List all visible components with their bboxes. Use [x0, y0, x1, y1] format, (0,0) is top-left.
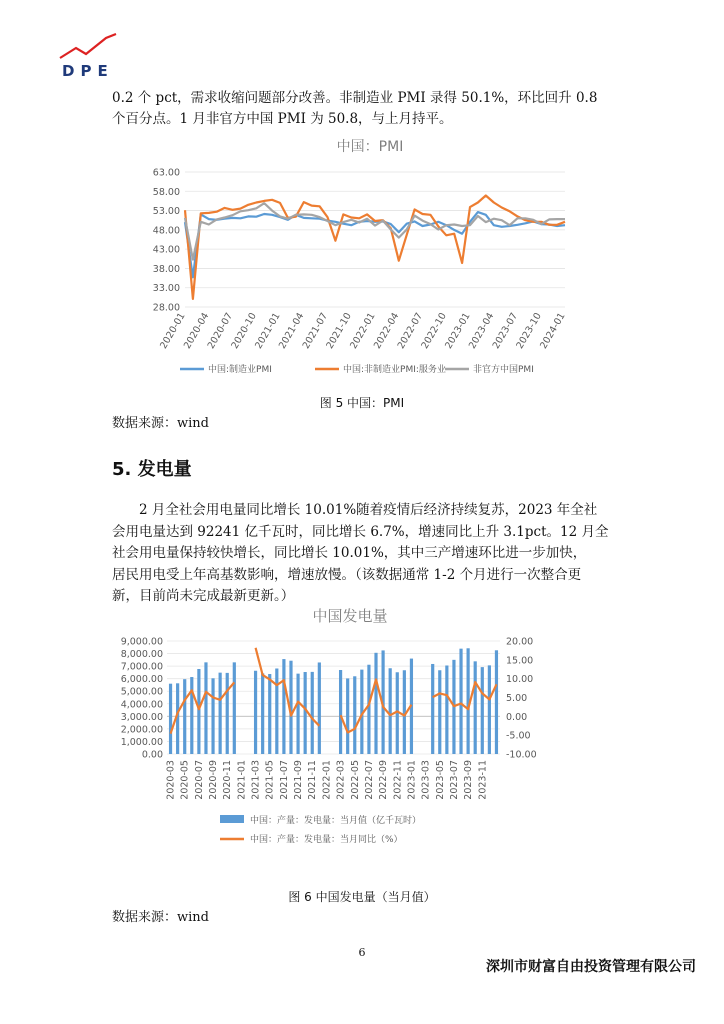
power-x-tick-label: 2023-01 [406, 760, 418, 800]
power-chart [112, 628, 612, 858]
pmi-x-tick-label: 2022-01 [348, 311, 378, 351]
power-y1-tick-label: 6,000.00 [120, 674, 163, 686]
power-bar [495, 650, 498, 754]
pmi-x-tick-label: 2023-04 [466, 311, 497, 351]
body-line: 社会用电量保持较快增长，同比增长 10.01%，其中三产增速环比进一步加快， [112, 545, 587, 561]
page-number: 6 [358, 946, 366, 959]
power-bar [268, 674, 271, 754]
power-x-tick-label: 2023-03 [420, 760, 432, 800]
section-heading: 5. 发电量 [112, 459, 192, 480]
body-line: 会用电量达到 92241 亿千瓦时，同比增长 6.7%，增速同比上升 3.1pct。12 月全 [112, 523, 609, 540]
power-bar [304, 672, 307, 754]
pmi-legend-label: 非官方中国PMI [473, 365, 534, 375]
power-bar [190, 677, 193, 754]
power-bar [233, 662, 236, 754]
pmi-x-tick-label: 2020-10 [229, 311, 259, 351]
power-y2-tick-label: 20.00 [506, 636, 534, 648]
power-x-tick-label: 2020-07 [193, 760, 205, 800]
body-line: 2 月全社会用电量同比增长 10.01%随着疫情后经济持续复苏，2023 年全社 [139, 502, 598, 518]
pmi-x-tick-label: 2021-01 [253, 311, 283, 351]
power-bar [318, 662, 321, 754]
power-x-tick-label: 2022-09 [378, 760, 390, 800]
power-x-tick-label: 2021-05 [264, 760, 276, 800]
power-bar [339, 670, 342, 754]
power-y1-tick-label: 9,000.00 [120, 636, 163, 648]
power-x-tick-label: 2022-03 [335, 760, 347, 800]
pmi-y-tick-label: 33.00 [152, 283, 180, 295]
power-x-tick-label: 2023-11 [477, 760, 489, 800]
body-line: 新，目前尚未完成最新更新。） [112, 588, 295, 604]
body-line: 居民用电受上年高基数影响，增速放慢。（该数据通常 1-2 个月进行一次整合更 [112, 566, 582, 583]
pmi-y-tick-label: 28.00 [152, 302, 180, 314]
body-paragraph [112, 500, 612, 608]
power-bar [481, 667, 484, 754]
power-bar [353, 676, 356, 754]
pmi-y-tick-label: 53.00 [152, 206, 180, 218]
power-bar [488, 665, 491, 754]
power-x-tick-label: 2020-03 [165, 760, 177, 800]
pmi-x-tick-label: 2020-01 [158, 311, 188, 351]
power-bar [197, 669, 200, 754]
pmi-x-tick-label: 2021-10 [324, 311, 354, 351]
power-y1-tick-label: 8,000.00 [120, 649, 163, 661]
power-y2-tick-label: 5.00 [506, 693, 528, 704]
power-x-tick-label: 2022-07 [363, 760, 375, 800]
pmi-x-tick-label: 2021-04 [276, 311, 307, 351]
pmi-x-tick-label: 2022-04 [371, 311, 402, 351]
power-bar [169, 684, 172, 754]
pmi-y-tick-label: 48.00 [152, 225, 180, 237]
intro-line: 个百分点。1 月非官方中国 PMI 为 50.8，与上月持平。 [112, 111, 453, 127]
power-legend-bar-swatch [220, 815, 244, 823]
power-x-tick-label: 2021-03 [250, 760, 262, 800]
pmi-legend-label: 中国:非制造业PMI:服务业 [343, 365, 446, 375]
pmi-x-tick-label: 2020-04 [181, 311, 212, 351]
pmi-legend-label: 中国:制造业PMI [208, 365, 272, 375]
pmi-chart-title: 中国：PMI [336, 139, 404, 155]
pmi-x-tick-label: 2021-07 [300, 311, 331, 351]
power-x-tick-label: 2022-01 [321, 760, 333, 800]
power-bar [282, 659, 285, 754]
power-y1-tick-label: 7,000.00 [120, 661, 163, 673]
power-bar [431, 664, 434, 754]
power-x-tick-label: 2022-11 [392, 760, 404, 800]
power-bar [226, 673, 229, 754]
power-bar [275, 668, 278, 754]
pmi-y-tick-label: 38.00 [152, 263, 180, 275]
power-y1-tick-label: 4,000.00 [120, 699, 163, 711]
logo-text: DPE [62, 62, 114, 80]
pmi-y-tick-label: 63.00 [152, 167, 180, 179]
power-x-tick-label: 2023-07 [448, 760, 460, 800]
power-bar [459, 649, 462, 754]
power-y1-tick-label: 2,000.00 [120, 724, 163, 736]
power-x-tick-label: 2021-07 [278, 760, 290, 800]
pmi-chart [140, 160, 580, 385]
pmi-y-tick-label: 58.00 [152, 186, 180, 198]
power-legend-line-label: 中国：产量：发电量：当月同比（%） [250, 835, 403, 845]
power-x-tick-label: 2020-11 [222, 760, 234, 800]
power-bar [346, 678, 349, 754]
pmi-x-tick-label: 2023-07 [490, 311, 521, 351]
intro-paragraph [112, 88, 612, 130]
power-y2-tick-label: -5.00 [506, 730, 531, 742]
power-yoy-line [171, 682, 235, 733]
company-name: 深圳市财富自由投资管理有限公司 [486, 959, 696, 975]
power-bar [389, 668, 392, 754]
intro-line: 0.2 个 pct，需求收缩问题部分改善。非制造业 PMI 录得 50.1%，环比回升 0.8 [112, 90, 598, 106]
power-chart-title: 中国发电量 [312, 607, 388, 625]
power-yoy-line [433, 682, 497, 709]
pmi-x-tick-label: 2022-10 [419, 311, 449, 351]
power-bar [254, 671, 257, 754]
power-bar [445, 665, 448, 754]
power-bar [311, 672, 314, 754]
pmi-x-tick-label: 2023-10 [514, 311, 544, 351]
figure5-source: 数据来源：wind [112, 416, 209, 431]
figure5-caption: 图 5 中国：PMI [319, 396, 405, 410]
power-y1-tick-label: 3,000.00 [120, 711, 163, 723]
power-bar [183, 679, 186, 754]
power-x-tick-label: 2021-09 [293, 760, 305, 800]
power-x-tick-label: 2023-05 [434, 760, 446, 800]
power-y1-tick-label: 5,000.00 [120, 686, 163, 698]
power-bar [474, 661, 477, 754]
power-bar [204, 662, 207, 754]
power-bar [367, 665, 370, 754]
power-yoy-line [256, 648, 320, 726]
power-bar [296, 674, 299, 754]
power-legend-bar-label: 中国：产量：发电量：当月值（亿千瓦时） [250, 816, 422, 826]
power-y1-tick-label: 0.00 [141, 749, 163, 761]
power-y2-tick-label: 15.00 [506, 655, 534, 667]
power-y1-tick-label: 1,000.00 [120, 736, 163, 748]
power-x-tick-label: 2021-01 [236, 760, 248, 800]
power-y2-tick-label: 10.00 [506, 674, 534, 686]
power-x-tick-label: 2023-09 [463, 760, 475, 800]
figure6-source: 数据来源：wind [112, 910, 209, 925]
power-bar [211, 678, 214, 754]
power-x-tick-label: 2020-05 [179, 760, 191, 800]
figure6-caption: 图 6 中国发电量（当月值） [288, 890, 436, 904]
power-y2-tick-label: -10.00 [506, 749, 537, 761]
pmi-x-tick-label: 2024-01 [538, 311, 568, 351]
pmi-x-tick-label: 2023-01 [443, 311, 473, 351]
power-bar [261, 673, 264, 754]
pmi-x-tick-label: 2022-07 [395, 311, 426, 351]
power-y2-tick-label: 0.00 [506, 711, 528, 723]
power-bar [219, 673, 222, 754]
power-x-tick-label: 2022-05 [349, 760, 361, 800]
power-x-tick-label: 2021-11 [307, 760, 319, 800]
power-bar [374, 653, 377, 754]
pmi-y-tick-label: 43.00 [152, 244, 180, 256]
power-x-tick-label: 2020-09 [208, 760, 220, 800]
power-bar [438, 670, 441, 754]
pmi-x-tick-label: 2020-07 [205, 311, 236, 351]
